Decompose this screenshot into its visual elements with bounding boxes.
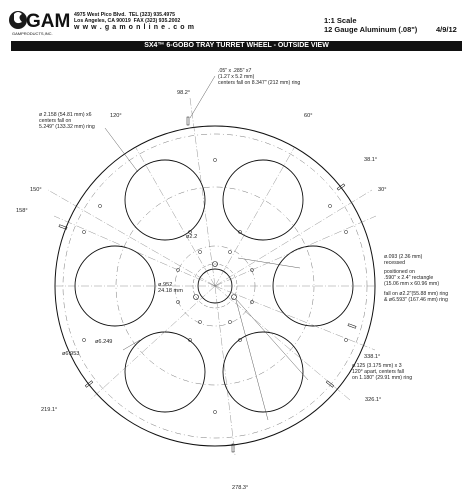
small-hole [344, 230, 347, 233]
small-hole-note-5: (15.06 mm x 60.96 mm) [384, 281, 440, 287]
angle-278: 278.3° [232, 485, 249, 491]
small-hole [176, 300, 179, 303]
dim-6953: ø6.953 [62, 351, 80, 357]
mount-note-2: 120° apart, centers fall [352, 369, 404, 375]
angle-30: 30° [378, 187, 387, 193]
mount-hole [232, 295, 237, 300]
angle-219: 219.1° [41, 407, 58, 413]
logo-text: GAM [26, 11, 70, 32]
leader-lines [105, 76, 308, 420]
small-hole-note-1: ø.093 (2.36 mm) [384, 254, 423, 260]
company-address [74, 12, 195, 31]
small-hole [198, 250, 201, 253]
perimeter-slot [326, 381, 334, 388]
small-hole [213, 410, 216, 413]
gobo-hole [223, 160, 303, 240]
angle-120: 120° [110, 113, 122, 119]
drawing-title: SX4™ 6-GOBO TRAY TURRET WHEEL - OUTSIDE VIEW [11, 41, 462, 51]
mount-note-3: on 1.180" (29.91 mm) ring [352, 375, 413, 381]
slot-note-1: .05" x .285" x7 [218, 68, 252, 74]
small-hole [344, 338, 347, 341]
small-hole-note-3: positioned on [384, 269, 415, 275]
scale-label: 1:1 Scale [324, 16, 357, 25]
angle-150: 150° [30, 187, 42, 193]
hole-note-1: ø 2.158 (54.81 mm) x6 [39, 112, 92, 118]
dim-952-b: 24.18 mm [158, 288, 183, 294]
angle-326: 326.1° [365, 397, 382, 403]
address-line-1: 4975 West Pico Blvd. [74, 12, 126, 18]
angle-38: 38.1° [364, 157, 378, 163]
angle-98: 98.2° [177, 90, 191, 96]
scale-info [324, 16, 417, 34]
small-hole-note-6: fall on ø2.2"(55.88 mm) ring [384, 291, 449, 297]
small-hole-note-7: & ø6.593" (167.46 mm) ring [384, 297, 448, 303]
dim-6249: ø6.249 [95, 339, 113, 345]
small-hole [213, 158, 216, 161]
dim-952-a: ø.952 [158, 282, 173, 288]
header [0, 0, 470, 40]
slot-note-2: (1.27 x 5.2 mm) [218, 74, 255, 80]
small-hole-note-2: recessed [384, 260, 406, 266]
small-hole [82, 230, 85, 233]
small-hole-note-4: .590" x 2.4" rectangle [384, 275, 434, 281]
gam-logo [8, 8, 70, 38]
small-hole [228, 250, 231, 253]
gobo-hole [125, 332, 205, 412]
phone: TEL (323) 935.4975 [128, 12, 176, 18]
small-hole [98, 204, 101, 207]
perimeter-slot [348, 324, 356, 329]
gobo-hole [125, 160, 205, 240]
material-label: 12 Gauge Aluminum (.08") [324, 25, 418, 34]
perimeter-slot [187, 117, 189, 125]
slot-note-3: centers fall on 8.347" (212 mm) ring [218, 80, 301, 86]
gobo-hole [223, 332, 303, 412]
angle-60: 60° [304, 113, 313, 119]
small-hole [328, 204, 331, 207]
small-hole [228, 320, 231, 323]
dim-2-2: ø2.2 [186, 234, 198, 240]
turret-wheel-drawing [0, 52, 470, 504]
website: w w w . g a m o n l i n e . c o m [74, 23, 195, 31]
logo-subtext: GAMPRODUCTS,INC. [12, 31, 53, 36]
hole-note-2: centers fall on [39, 118, 72, 124]
drawing-date: 4/9/12 [436, 25, 457, 34]
angle-338: 338.1° [364, 354, 381, 360]
mount-note-1: ø.125 (3.175 mm) x 3 [352, 363, 402, 369]
address-line-2: Los Angeles, CA 90019 [74, 18, 131, 25]
small-hole [82, 338, 85, 341]
angle-158: 158° [16, 208, 28, 214]
hole-note-3: 5.249" (133.32 mm) ring [39, 124, 95, 130]
fax: FAX (323) 935.2002 [133, 18, 181, 25]
center-lines [48, 98, 376, 455]
